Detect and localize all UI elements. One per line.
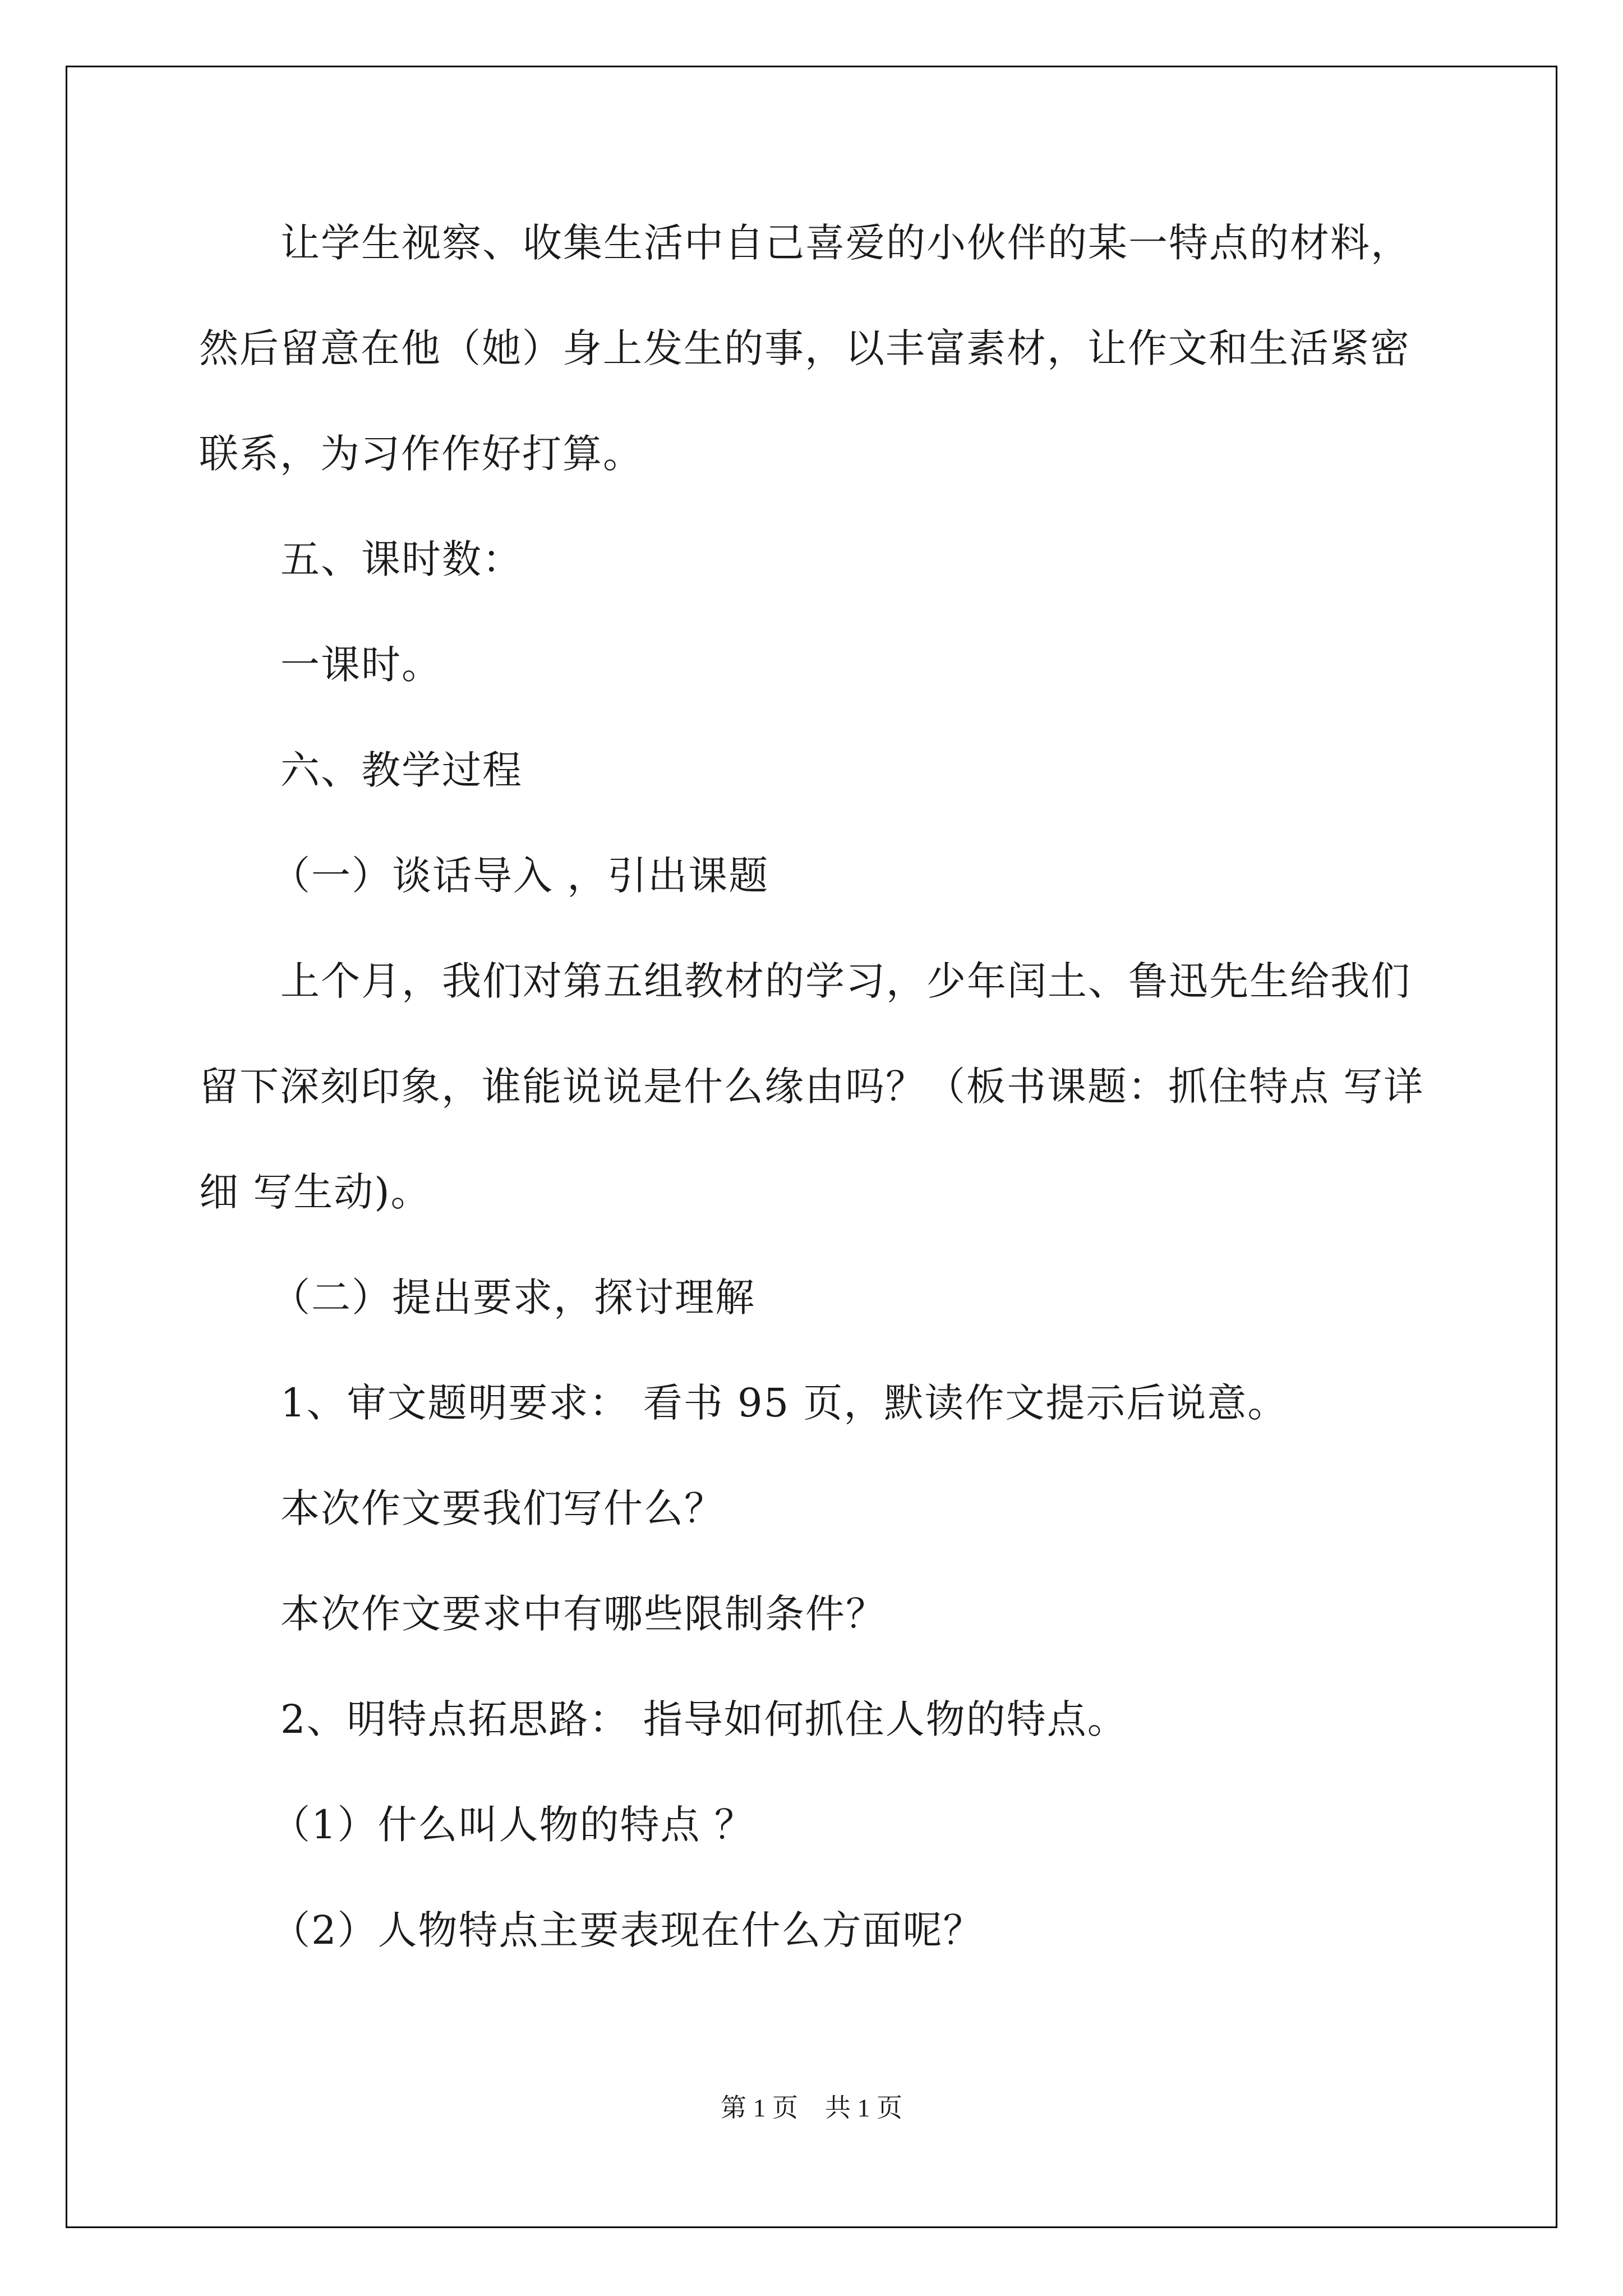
paragraph-line: 然后留意在他（她）身上发生的事，以丰富素材，让作文和生活紧密	[199, 325, 1410, 371]
sub-question-1: （1）什么叫人物的特点 ？	[271, 1802, 755, 1848]
paragraph-line: 一课时。	[280, 642, 442, 688]
question-line: 本次作文要求中有哪些限制条件？	[280, 1591, 886, 1637]
paragraph-line: 细 写生动)。	[199, 1169, 431, 1215]
sub-question-2: （2）人物特点主要表现在什么方面呢？	[271, 1907, 984, 1953]
page-number-current: 第 1 页	[721, 2093, 798, 2122]
subsection-heading-1: （一）谈话导入 ，引出课题	[271, 853, 769, 899]
paragraph-line: 让学生视察、收集生活中自己喜爱的小伙伴的某一特点的材料，	[280, 220, 1411, 266]
subsection-heading-2: （二）提出要求，探讨理解	[271, 1274, 755, 1320]
page-number-total: 共 1 页	[825, 2093, 902, 2122]
paragraph-line: 留下深刻印象，谁能说说是什么缘由吗？（板书课题：抓住特点 写详	[199, 1064, 1424, 1110]
document-body	[199, 216, 1444, 1957]
paragraph-line: 联系，为习作作好打算。	[199, 431, 643, 477]
page-footer	[0, 2091, 1623, 2125]
paragraph-line: 上个月，我们对第五组教材的学习，少年闰土、鲁迅先生给我们	[280, 958, 1411, 1004]
list-item-1: 1、审文题明要求： 看书 95 页，默读作文提示后说意。	[280, 1380, 1288, 1426]
list-item-2: 2、明特点拓思路： 指导如何抓住人物的特点。	[280, 1696, 1128, 1742]
question-line: 本次作文要我们写什么？	[280, 1485, 725, 1531]
section-heading-6: 六、教学过程	[280, 747, 523, 793]
section-heading-5: 五、课时数：	[280, 536, 523, 582]
